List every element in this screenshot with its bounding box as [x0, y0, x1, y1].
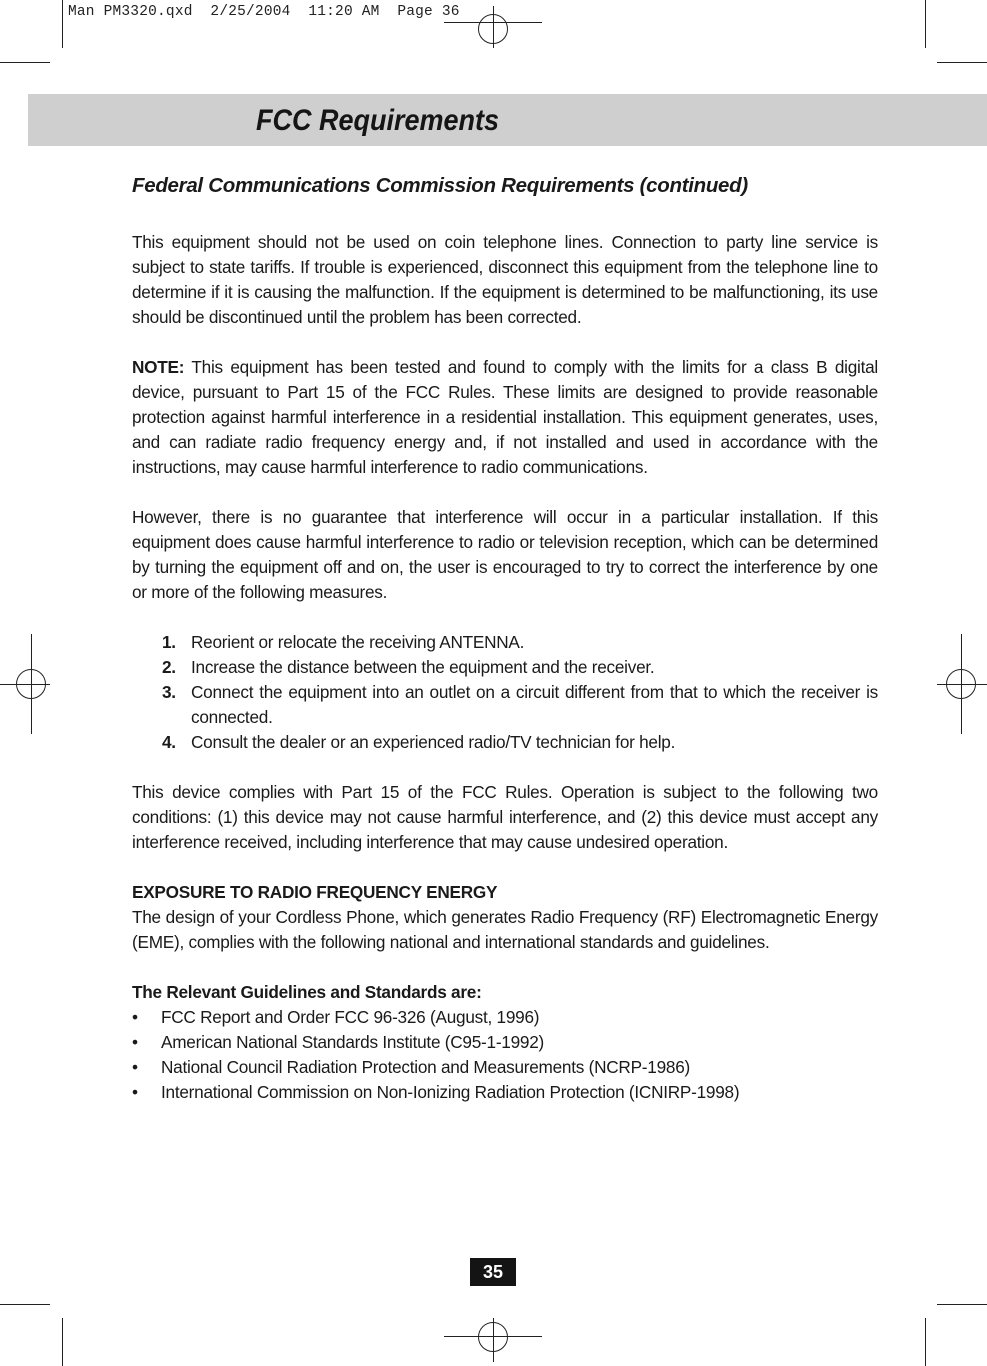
paragraph-part15: This device complies with Part 15 of the FCC Rules. Operation is subject to the following two conditions: (1) this device may not cause harmful interference, and (2) this device must accept any interference received, including interference that may cause undesired operation. [132, 782, 878, 852]
list-text: International Commission on Non-Ionizing Radiation Protection (ICNIRP-1998) [161, 1082, 740, 1102]
list-item [132, 655, 878, 680]
list-item [132, 1005, 878, 1030]
list-number: 4. [162, 732, 176, 752]
list-number: 3. [162, 682, 176, 702]
document-body [132, 170, 878, 1105]
bullet-icon: • [132, 1057, 138, 1077]
bullet-icon: • [132, 1082, 138, 1102]
paragraph-coin-lines: This equipment should not be used on coin telephone lines. Connection to party line service is subject to state tariffs. If trouble is experienced, disconnect this equipment from the telephone line to determine if it is causing the malfunction. If the equipment is determined to be malfunctioning, its use should be discontinued until the problem has been corrected. [132, 232, 878, 327]
paragraph-note [132, 355, 878, 480]
list-text: Connect the equipment into an outlet on a circuit different from that to which the receiver is connected. [191, 682, 878, 727]
header-band [28, 94, 987, 146]
paragraph-interference: However, there is no guarantee that interference will occur in a particular installation. If this equipment does cause harmful interference to radio or television reception, which can be determined by turning the equipment off and on, the user is encouraged to try to correct the interference by one or more of the following measures. [132, 507, 878, 602]
list-text: Consult the dealer or an experienced radio/TV technician for help. [191, 732, 676, 752]
paragraph-exposure: The design of your Cordless Phone, which generates Radio Frequency (RF) Electromagnetic Energy (EME), complies with the following national and international standards and guidelines. [132, 907, 878, 952]
exposure-heading: EXPOSURE TO RADIO FREQUENCY ENERGY [132, 882, 498, 902]
list-item [132, 680, 878, 730]
list-item [132, 1055, 878, 1080]
guidelines-heading: The Relevant Guidelines and Standards are: [132, 982, 482, 1002]
list-item [132, 630, 878, 655]
section-subtitle: Federal Communications Commission Requirements (continued) [132, 174, 748, 197]
list-text: Increase the distance between the equipment and the receiver. [191, 657, 655, 677]
list-text: National Council Radiation Protection and Measurements (NCRP-1986) [161, 1057, 690, 1077]
note-text: This equipment has been tested and found to comply with the limits for a class B digital device, pursuant to Part 15 of the FCC Rules. These limits are designed to provide reasonable protection against harmful interference in a residential installation. This equipment generates, uses, and can radiate radio frequency energy and, if not installed and used in accordance with the instructions, may cause harmful interference to radio communications. [132, 357, 878, 477]
guidelines-list [132, 1005, 878, 1105]
measures-list [132, 630, 878, 755]
list-number: 2. [162, 657, 176, 677]
list-text: Reorient or relocate the receiving ANTENNA. [191, 632, 525, 652]
list-item [132, 1030, 878, 1055]
list-number: 1. [162, 632, 176, 652]
page-number: 35 [470, 1258, 516, 1286]
list-text: American National Standards Institute (C95-1-1992) [161, 1032, 545, 1052]
printer-slug: Man PM3320.qxd 2/25/2004 11:20 AM Page 36 [68, 4, 460, 20]
bullet-icon: • [132, 1032, 138, 1052]
bullet-icon: • [132, 1007, 138, 1027]
list-item [132, 730, 878, 755]
page-title: FCC Requirements [256, 104, 500, 137]
note-label: NOTE: [132, 357, 185, 377]
list-item [132, 1080, 878, 1105]
list-text: FCC Report and Order FCC 96-326 (August, 1996) [161, 1007, 540, 1027]
